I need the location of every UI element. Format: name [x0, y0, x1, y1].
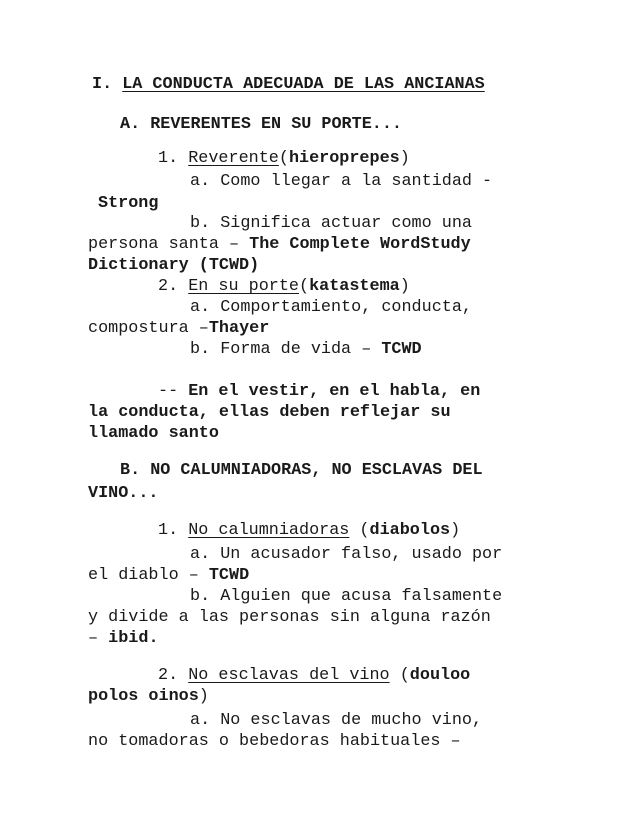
item-1-point-a-source: Strong	[98, 194, 159, 213]
section-b-heading: B. NO CALUMNIADORAS, NO ESCLAVAS DEL	[120, 461, 483, 480]
item-1-point-b-line2	[88, 234, 638, 255]
section-a-item-2	[158, 276, 638, 297]
point-source: Thayer	[208, 319, 270, 338]
main-heading	[92, 74, 638, 95]
greek-word: katastema	[309, 277, 400, 296]
summary-note-line2: la conducta, ellas deben reflejar su	[88, 403, 451, 422]
point-source: ibid.	[108, 629, 159, 648]
greek-word: hieroprepes	[288, 149, 400, 168]
point-text: el diablo –	[88, 566, 209, 585]
paren-open: (	[349, 521, 370, 540]
section-b-item-2	[158, 665, 638, 686]
item-1-point-b-source-line3: Dictionary (TCWD)	[88, 256, 260, 275]
point-text: b. Forma de vida –	[190, 340, 382, 359]
section-a-heading: A. REVERENTES EN SU PORTE...	[120, 115, 402, 134]
point-text: compostura –	[88, 319, 209, 338]
paren-open: (	[299, 277, 310, 296]
item-2-point-a: a. Comportamiento, conducta,	[190, 298, 472, 317]
item-1-point-a: a. Como llegar a la santidad -	[190, 172, 493, 191]
paren-close: )	[399, 149, 410, 168]
item-2-point-a-line2	[88, 318, 638, 339]
paren-close: )	[399, 277, 410, 296]
heading-roman: I.	[92, 75, 123, 94]
paren-close: )	[198, 687, 209, 706]
section-b-item-1	[158, 520, 638, 541]
point-source: TCWD	[381, 340, 422, 359]
section-a-item-1	[158, 148, 638, 169]
item-number: 1.	[158, 149, 189, 168]
item-term: En su porte	[188, 277, 299, 296]
point-text: –	[88, 629, 109, 648]
b-item-1-point-b-line3	[88, 628, 638, 649]
note-text: En el vestir, en el habla, en	[188, 382, 481, 401]
heading-title: LA CONDUCTA ADECUADA DE LAS ANCIANAS	[122, 75, 485, 94]
point-text: persona santa –	[88, 235, 250, 254]
paren-close: )	[450, 521, 461, 540]
b-item-1-point-a: a. Un acusador falso, usado por	[190, 545, 503, 564]
b-item-1-point-b-line2: y divide a las personas sin alguna razón	[88, 608, 491, 627]
item-number: 2.	[158, 277, 189, 296]
point-source: TCWD	[208, 566, 250, 585]
summary-note-line1	[158, 381, 638, 402]
b-item-1-point-a-line2	[88, 565, 638, 586]
section-b-heading-line2: VINO...	[88, 484, 159, 503]
item-1-point-b: b. Significa actuar como una	[190, 214, 472, 233]
item-number: 1.	[158, 521, 189, 540]
greek-word-cont: polos oinos	[88, 687, 199, 706]
paren-open: (	[389, 666, 410, 685]
item-term: No calumniadoras	[188, 521, 350, 540]
greek-word: diabolos	[369, 521, 451, 540]
b-item-2-point-a-line2: no tomadoras o bebedoras habituales –	[88, 732, 461, 751]
note-dash: --	[158, 382, 189, 401]
greek-word: douloo	[409, 666, 471, 685]
point-source: The Complete WordStudy	[249, 235, 471, 254]
item-number: 2.	[158, 666, 189, 685]
b-item-2-point-a: a. No esclavas de mucho vino,	[190, 711, 483, 730]
section-b-item-2-line2	[88, 686, 638, 707]
summary-note-line3: llamado santo	[88, 424, 219, 443]
b-item-1-point-b: b. Alguien que acusa falsamente	[190, 587, 503, 606]
item-term: Reverente	[188, 149, 279, 168]
item-term: No esclavas del vino	[188, 666, 390, 685]
paren-open: (	[278, 149, 289, 168]
item-2-point-b	[190, 339, 638, 360]
